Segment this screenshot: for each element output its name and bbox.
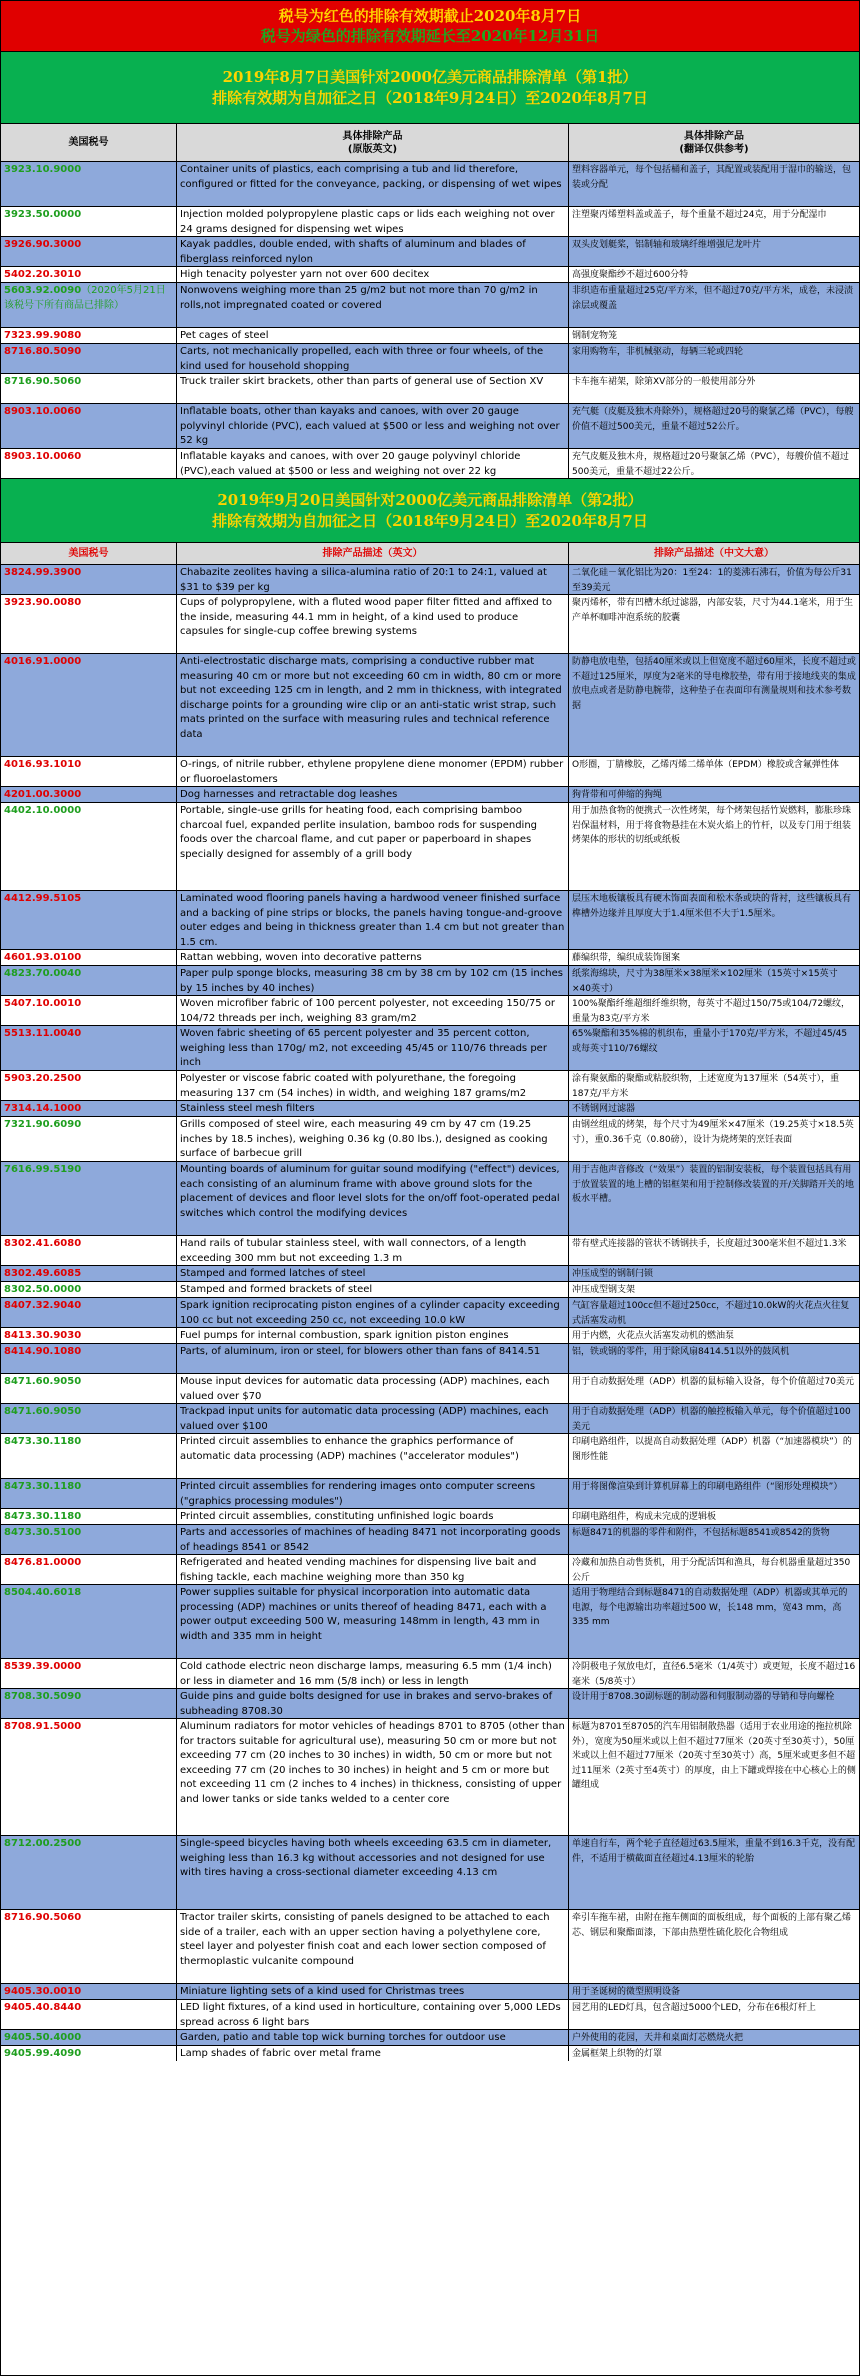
hs-code-text: 8708.30.5090 (4, 1691, 82, 1702)
hs-code-text: 8712.00.2500 (4, 1838, 82, 1849)
hs-code (1, 2046, 177, 2061)
description-cn: 园艺用的LED灯具，包含超过5000个LED，分布在6根灯杆上 (572, 2003, 816, 2013)
hs-code-text: 7314.14.1000 (4, 1103, 82, 1114)
section1-title-line1: 2019年8月7日美国针对2000亿美元商品排除清单（第1批） (222, 67, 638, 86)
hs-code-text: 3923.50.0000 (4, 209, 82, 220)
description-cn: 65%聚酯和35%棉的机织布，重量小于170克/平方米，不超过45/45或每英寸110/76螺纹 (572, 1029, 848, 1054)
hs-code (1, 1555, 177, 1584)
table-row (1, 1433, 859, 1478)
description-en: Miniature lighting sets of a kind used for Christmas trees (177, 1984, 569, 1999)
hs-code-text: 4201.00.3000 (4, 789, 82, 800)
table-row (1, 965, 859, 995)
table-row (1, 1909, 859, 1983)
description-en: High tenacity polyester yarn not over 600 decitex (177, 267, 569, 282)
section1-col-code: 美国税号 (1, 124, 177, 161)
table-row (1, 756, 859, 786)
hs-code-text: 4016.91.0000 (4, 656, 82, 667)
description-cn: 带有壁式连接器的管状不锈钢扶手，长度超过300毫米但不超过1.3米 (572, 1239, 847, 1249)
hs-code-text: 8903.10.0060 (4, 406, 82, 417)
banner (1, 1, 859, 51)
hs-code (1, 404, 177, 448)
table-row (1, 786, 859, 802)
hs-code (1, 1071, 177, 1100)
description-en: Polyester or viscose fabric coated with polyurethane, the foregoing measuring 137 cm (54 inches) in width, and weighing 187 grams/m2 (177, 1071, 569, 1100)
hs-code (1, 787, 177, 802)
table-row (1, 1403, 859, 1433)
description-en: Printed circuit assemblies for rendering images onto computer screens ("graphics processing modules") (177, 1479, 569, 1508)
table-row (1, 236, 859, 266)
hs-code (1, 283, 177, 327)
description-cn: 防静电放电垫，包括40厘米或以上但宽度不超过60厘米，长度不超过或不超过125厘米，厚度为2毫米的导电橡胶垫，带有用于接地线夹的集成放电点或者是防静电腕带，这种垫子在表面印有测量规则和技术参考数据 (572, 657, 856, 711)
table-row (1, 448, 859, 478)
hs-code (1, 1344, 177, 1373)
table-row (1, 1265, 859, 1281)
table-row (1, 653, 859, 756)
hs-code (1, 374, 177, 403)
hs-code-text: 5603.92.0090 (4, 285, 82, 296)
description-cn: 冲压成型钢支架 (572, 1285, 636, 1295)
hs-code (1, 162, 177, 206)
table-row (1, 1688, 859, 1718)
description-cn: 印刷电路组件，以提高自动数据处理（ADP）机器（“加速器模块”）的图形性能 (572, 1437, 852, 1462)
description-cn: 适用于物理结合到标题8471的自动数据处理（ADP）机器或其单元的电源，每个电源输出功率超过500 W，长148 mm，宽43 mm，高335 mm (572, 1588, 848, 1628)
description-cn: 家用购物车，非机械驱动，每辆三轮或四轮 (572, 347, 744, 357)
description-en: Laminated wood flooring panels having a hardwood veneer finished surface and a backing of pine strips or blocks, the panels having tongue-and-groove outer edges and being in thickness greater than 1.4 cm but not greater than 1.5 cm. (177, 891, 569, 949)
description-en: Truck trailer skirt brackets, other than parts of general use of Section XV (177, 374, 569, 403)
description-en: Stamped and formed brackets of steel (177, 1282, 569, 1297)
hs-code (1, 237, 177, 266)
section2-table (1, 564, 859, 2061)
hs-code (1, 207, 177, 236)
description-en: Anti-electrostatic discharge mats, comprising a conductive rubber mat measuring 40 cm or more but not exceeding 60 cm in width, 80 cm or more but not exceeding 125 cm in length, and 2 mm in thickness, with integrated discharge points for a grounding wire clip or an anti-static wrist strap, such mats printed on the surface with measuring rules and technical reference data (177, 654, 569, 756)
hs-code-text: 5513.11.0040 (4, 1028, 82, 1039)
hs-code (1, 891, 177, 949)
hs-code (1, 1984, 177, 1999)
description-en: Carts, not mechanically propelled, each with three or four wheels, of the kind used for household shopping (177, 344, 569, 373)
table-row (1, 343, 859, 373)
table-row (1, 1025, 859, 1070)
description-en: Mounting boards of aluminum for guitar sound modifying ("effect") devices, each consisting of an aluminum frame with above ground slots for the placement of devices and floor level slots for the on/off foot-operated pedal switches which control the modifying devices (177, 1162, 569, 1235)
section2-title-line1: 2019年9月20日美国针对2000亿美元商品排除清单（第2批） (217, 490, 643, 509)
description-cn: 铝，铁或钢的零件，用于除风扇8414.51以外的鼓风机 (572, 1347, 790, 1357)
table-row (1, 1343, 859, 1373)
hs-code-text: 4402.10.0000 (4, 805, 82, 816)
table-row (1, 1584, 859, 1658)
table-row (1, 161, 859, 206)
hs-code (1, 1236, 177, 1265)
hs-code (1, 757, 177, 786)
hs-code (1, 565, 177, 594)
hs-code-text: 3824.99.3900 (4, 567, 82, 578)
description-en: Stainless steel mesh filters (177, 1101, 569, 1116)
hs-code-text: 9405.30.0010 (4, 1986, 82, 1997)
hs-code (1, 966, 177, 995)
description-cn: 冷藏和加热自动售货机，用于分配活饵和渔具，每台机器重量超过350公斤 (572, 1558, 851, 1583)
hs-code-text: 8476.81.0000 (4, 1557, 82, 1568)
hs-code-text: 8473.30.1180 (4, 1436, 82, 1447)
table-row (1, 1297, 859, 1327)
hs-code-text: 7616.99.5190 (4, 1164, 82, 1175)
description-cn: 100%聚酯纤维超细纤维织物，每英寸不超过150/75或104/72螺纹，重量为83克/平方米 (572, 999, 851, 1024)
description-cn: 涂有聚氨酯的聚酯或粘胶织物，上述宽度为137厘米（54英寸），重187克/平方米 (572, 1074, 840, 1099)
description-en: Paper pulp sponge blocks, measuring 38 cm by 38 cm by 102 cm (15 inches by 15 inches by 40 inches) (177, 966, 569, 995)
description-en: Stamped and formed latches of steel (177, 1266, 569, 1281)
table-row (1, 1554, 859, 1584)
description-en: Printed circuit assemblies to enhance the graphics performance of automatic data processing (ADP) machines ("accelerator modules") (177, 1434, 569, 1478)
description-cn: 单速自行车，两个轮子直径超过63.5厘米，重量不到16.3千克，没有配件，不适用于横截面直径超过4.13厘米的轮胎 (572, 1839, 856, 1864)
hs-code (1, 449, 177, 478)
table-row (1, 282, 859, 327)
section2-title-line2: 排除有效期为自加征之日（2018年9月24日）至2020年8月7日 (212, 511, 648, 530)
description-en: Injection molded polypropylene plastic caps or lids each weighing not over 24 grams designed for dispensing wet wipes (177, 207, 569, 236)
section1-title-line2: 排除有效期为自加征之日（2018年9月24日）至2020年8月7日 (212, 88, 648, 107)
hs-code-text: 8708.91.5000 (4, 1721, 82, 1732)
hs-code-text: 5402.20.3010 (4, 269, 82, 280)
hs-code-text: 8414.90.1080 (4, 1346, 82, 1357)
hs-code-text: 8716.80.5090 (4, 346, 82, 357)
description-cn: 高强度聚酯纱不超过600分特 (572, 270, 689, 280)
hs-code (1, 1689, 177, 1718)
hs-code-text: 8473.30.1180 (4, 1481, 82, 1492)
hs-code-text: 8413.30.9030 (4, 1330, 82, 1341)
description-cn: 户外使用的花园，天井和桌面灯芯燃烧火把 (572, 2033, 744, 2043)
hs-code (1, 1374, 177, 1403)
description-en: Cold cathode electric neon discharge lamps, measuring 6.5 mm (1/4 inch) or less in diameter and 16 mm (5/8 inch) or less in length (177, 1659, 569, 1688)
description-en: Parts, of aluminum, iron or steel, for blowers other than fans of 8414.51 (177, 1344, 569, 1373)
hs-code-text: 8302.50.0000 (4, 1284, 82, 1295)
hs-code (1, 1162, 177, 1235)
description-cn: 用于将图像渲染到计算机屏幕上的印刷电路组件（“图形处理模块”） (572, 1482, 843, 1492)
hs-code (1, 1836, 177, 1909)
description-en: Hand rails of tubular stainless steel, with wall connectors, of a length exceeding 300 mm but not exceeding 1.3 m (177, 1236, 569, 1265)
description-en: Cups of polypropylene, with a fluted wood paper filter fitted and affixed to the inside, measuring 44.1 mm in height, of a kind used to produce capsules for single-cup coffee brewing systems (177, 595, 569, 653)
description-en: Garden, patio and table top wick burning torches for outdoor use (177, 2030, 569, 2045)
table-row (1, 1524, 859, 1554)
description-cn: 用于自动数据处理（ADP）机器的触控板输入单元，每个价值超过100美元 (572, 1407, 851, 1432)
section2-title (1, 478, 859, 542)
table-row (1, 1161, 859, 1235)
section2-col-cn: 排除产品描述（中文大意） (654, 548, 774, 559)
table-row (1, 266, 859, 282)
description-cn: 用于自动数据处理（ADP）机器的鼠标输入设备，每个价值超过70美元 (572, 1377, 854, 1387)
hs-code-text: 7323.99.9080 (4, 330, 82, 341)
hs-code (1, 1026, 177, 1070)
description-cn: 双头皮划艇桨，铝制轴和玻璃纤维增强尼龙叶片 (572, 240, 762, 250)
section2-column-header (1, 542, 859, 564)
description-en: Nonwovens weighing more than 25 g/m2 but not more than 70 g/m2 in rolls,not impregnated coated or covered (177, 283, 569, 327)
table-row (1, 373, 859, 403)
description-en: O-rings, of nitrile rubber, ethylene propylene diene monomer (EPDM) rubber or fluoroelastomers (177, 757, 569, 786)
table-row (1, 1100, 859, 1116)
description-en: Aluminum radiators for motor vehicles of headings 8701 to 8705 (other than for tractors suitable for agricultural use), measuring 50 cm or more but not exceeding 77 cm (20 inches to 30 inches) in width, 50 cm or more but not exceeding 77 cm (20 inches to 30 inches) in height and 5 cm or more but not exceeding 11 cm (2 inches to 4 inches) in thickness, consisting of upper and lower tanks or side tanks welded to a center core (177, 1719, 569, 1835)
table-row (1, 802, 859, 890)
description-cn: 层压木地板镶板具有硬木饰面表面和松木条或块的背衬，这些镶板具有榫槽外边缘并且厚度大于1.4厘米但不大于1.5厘米。 (572, 894, 852, 919)
description-cn: 二氧化硅－氧化铝比为20：1至24：1的菱沸石沸石，价值为每公斤31至39美元 (572, 568, 852, 593)
description-en: Refrigerated and heated vending machines for dispensing live bait and fishing tackle, each machine weighing more than 350 kg (177, 1555, 569, 1584)
hs-code-text: 8302.41.6080 (4, 1238, 82, 1249)
hs-code (1, 1509, 177, 1524)
section2-col-en: 排除产品描述（英文） (177, 543, 569, 564)
hs-code (1, 328, 177, 343)
description-en: Woven microfiber fabric of 100 percent polyester, not exceeding 150/75 or 104/72 threads per inch, weighing 83 gram/m2 (177, 996, 569, 1025)
hs-code (1, 1479, 177, 1508)
hs-code-text: 8471.60.9050 (4, 1376, 82, 1387)
description-en: Woven fabric sheeting of 65 percent polyester and 35 percent cotton, weighing less than 170g/ m2, not exceeding 45/45 or 110/76 threads per inch (177, 1026, 569, 1070)
description-cn: 充气皮艇及独木舟，规格超过20号聚氯乙烯（PVC），每艘价值不超过500美元，重量不超过22公斤。 (572, 452, 849, 477)
description-en: Portable, single-use grills for heating food, each comprising bamboo charcoal fuel, expanded perlite insulation, bamboo rods for suspending foods over the charcoal flame, and cut paper or paperboard in shapes specially designed for assembly of a grill body (177, 803, 569, 890)
hs-code (1, 1282, 177, 1297)
hs-code-text: 9405.99.4090 (4, 2048, 82, 2059)
description-cn: 冲压成型的钢制闩锁 (572, 1269, 654, 1279)
hs-code-text: 7321.90.6090 (4, 1119, 82, 1130)
hs-code-text: 8903.10.0060 (4, 451, 82, 462)
hs-code-text: 4601.93.0100 (4, 952, 82, 963)
hs-code-text: 5903.20.2500 (4, 1073, 82, 1084)
hs-code (1, 344, 177, 373)
section1-col-en: 具体排除产品 (原版英文) (177, 124, 569, 161)
description-cn: 充气艇（皮艇及独木舟除外），规格超过20号的聚氯乙烯（PVC），每艘价值不超过500美元，重量不超过52公斤。 (572, 407, 854, 432)
description-cn: 聚丙烯杯，带有凹槽木纸过滤器，内部安装，尺寸为44.1毫米，用于生产单杯咖啡冲泡系统的胶囊 (572, 598, 854, 623)
description-cn: 印刷电路组件，构成未完成的逻辑板 (572, 1512, 717, 1522)
hs-code-text: 8539.39.0000 (4, 1661, 82, 1672)
description-en: Chabazite zeolites having a silica-alumina ratio of 20:1 to 24:1, valued at $31 to $39 per kg (177, 565, 569, 594)
table-row (1, 327, 859, 343)
description-en: Pet cages of steel (177, 328, 569, 343)
description-en: Grills composed of steel wire, each measuring 49 cm by 47 cm (19.25 inches by 18.5 inches), weighing 0.36 kg (0.80 lbs.), designed as cooking surface of barbecue grill (177, 1117, 569, 1161)
description-en: Single-speed bicycles having both wheels exceeding 63.5 cm in diameter, weighing less than 16.3 kg without accessories and not designed for use with tires having a cross-sectional diameter exceeding 4.13 cm (177, 1836, 569, 1909)
hs-code-text: 9405.40.8440 (4, 2002, 82, 2013)
description-cn: 金属框架上织物的灯罩 (572, 2049, 663, 2059)
hs-code (1, 1117, 177, 1161)
table-row (1, 995, 859, 1025)
description-cn: 纸浆海绵块，尺寸为38厘米×38厘米×102厘米（15英寸×15英寸×40英寸） (572, 969, 838, 994)
hs-code (1, 1404, 177, 1433)
description-cn: 用于圣诞树的微型照明设备 (572, 1987, 681, 1997)
hs-code-note: （2020年5月21日该税号下所有商品已排除） (4, 285, 166, 311)
hs-code (1, 1266, 177, 1281)
hs-code-text: 8473.30.1180 (4, 1511, 82, 1522)
description-cn: 狗背带和可伸缩的狗绳 (572, 790, 663, 800)
hs-code-text: 4823.70.0040 (4, 968, 82, 979)
description-cn: O形圈，丁腈橡胶，乙烯丙烯二烯单体（EPDM）橡胶或含氟弹性体 (572, 760, 839, 770)
table-row (1, 890, 859, 949)
description-cn: 卡车拖车裙架，除第XV部分的一般使用部分外 (572, 377, 756, 387)
description-cn: 钢制宠物笼 (572, 331, 618, 341)
table-row (1, 1999, 859, 2029)
description-cn: 用于吉他声音修改（“效果”）装置的铝制安装板，每个装置包括具有用于放置装置的地上槽的铝框架和用于控制修改装置的开/关脚踏开关的地板水平槽。 (572, 1165, 855, 1205)
hs-code (1, 1328, 177, 1343)
hs-code (1, 595, 177, 653)
description-cn: 标题为8701至8705的汽车用铝制散热器（适用于农业用途的拖拉机除外），宽度为50厘米或以上但不超过77厘米（20英寸至30英寸），50厘米或以上但不超过77厘米（20英寸至30英寸）高，5厘米或更多但不超过11厘米（2英寸至4英寸）的厚度，由上下罐或焊接在中心核心上的侧罐组成 (572, 1722, 856, 1791)
description-cn: 由钢丝组成的烤架，每个尺寸为49厘米×47厘米（19.25英寸×18.5英寸），重0.36千克（0.80磅），设计为烧烤架的烹饪表面 (572, 1120, 854, 1145)
description-en: Spark ignition reciprocating piston engines of a cylinder capacity exceeding 100 cc but not exceeding 250 cc, not exceeding 10.0 kW (177, 1298, 569, 1327)
description-cn: 牵引车拖车裙，由附在拖车侧面的面板组成，每个面板的上部有聚乙烯芯、钢层和聚酯面漆，下部由热塑性硫化胶化合物组成 (572, 1913, 852, 1938)
hs-code (1, 1434, 177, 1478)
description-cn: 不锈钢网过滤器 (572, 1104, 636, 1114)
table-row (1, 1718, 859, 1835)
table-row (1, 206, 859, 236)
hs-code (1, 1525, 177, 1554)
hs-code-text: 8471.60.9050 (4, 1406, 82, 1417)
hs-code (1, 1910, 177, 1983)
hs-code-text: 8716.90.5060 (4, 1912, 82, 1923)
hs-code-text: 3923.10.9000 (4, 164, 82, 175)
hs-code-text: 9405.50.4000 (4, 2032, 82, 2043)
hs-code (1, 1101, 177, 1116)
table-row (1, 1508, 859, 1524)
description-en: Rattan webbing, woven into decorative patterns (177, 950, 569, 965)
table-row (1, 949, 859, 965)
description-en: Tractor trailer skirts, consisting of panels designed to be attached to each side of a trailer, each with an upper section having a polyethylene core, steel layer and polyester finish coat and each lower section composed of thermoplastic vulcanite compound (177, 1910, 569, 1983)
table-row (1, 1235, 859, 1265)
table-row (1, 564, 859, 594)
section1-col-cn: 具体排除产品 (翻译仅供参考) (679, 130, 749, 155)
description-cn: 非织造布重量超过25克/平方米，但不超过70克/平方米，成卷，未浸渍涂层或覆盖 (572, 286, 853, 311)
section2-col-code: 美国税号 (1, 543, 177, 564)
hs-code-text: 3923.90.0080 (4, 597, 82, 608)
description-cn: 用于加热食物的便携式一次性烤架，每个烤架包括竹炭燃料，膨胀珍珠岩保温材料，用于将食物悬挂在木炭火焰上的竹杆，以及专门用于组装烤架体的形状的切纸或纸板 (572, 806, 852, 846)
hs-code (1, 803, 177, 890)
description-en: Inflatable boats, other than kayaks and canoes, with over 20 gauge polyvinyl chloride (PVC), each valued at $500 or less and weighing not over 52 kg (177, 404, 569, 448)
description-cn: 注塑聚丙烯塑料盖或盖子，每个重量不超过24克，用于分配湿巾 (572, 210, 827, 220)
description-en: Fuel pumps for internal combustion, spark ignition piston engines (177, 1328, 569, 1343)
table-row (1, 1070, 859, 1100)
description-en: Power supplies suitable for physical incorporation into automatic data processing (ADP) machines or units thereof of heading 8471, each with a power output exceeding 500 W, measuring 148mm in length, 43 mm in width and 335 mm in height (177, 1585, 569, 1658)
section1-column-header (1, 123, 859, 161)
description-en: Guide pins and guide bolts designed for use in brakes and servo-brakes of subheading 8708.30 (177, 1689, 569, 1718)
hs-code-text: 5407.10.0010 (4, 998, 82, 1009)
description-en: Trackpad input units for automatic data processing (ADP) machines, each valued over $100 (177, 1404, 569, 1433)
hs-code-text: 3926.90.3000 (4, 239, 82, 250)
hs-code (1, 1719, 177, 1835)
table-row (1, 1373, 859, 1403)
description-cn: 设计用于8708.30副标题的制动器和伺服制动器的导销和导向螺栓 (572, 1692, 835, 1702)
description-en: Lamp shades of fabric over metal frame (177, 2046, 569, 2061)
description-en: Dog harnesses and retractable dog leashes (177, 787, 569, 802)
hs-code (1, 996, 177, 1025)
table-row (1, 1478, 859, 1508)
description-cn: 塑料容器单元，每个包括桶和盖子，其配置或装配用于湿巾的输送，包装或分配 (572, 165, 852, 190)
description-en: Parts and accessories of machines of heading 8471 not incorporating goods of headings 8541 or 8542 (177, 1525, 569, 1554)
description-cn: 气缸容量超过100cc但不超过250cc，不超过10.0kW的火花点火往复式活塞发动机 (572, 1301, 850, 1326)
hs-code (1, 267, 177, 282)
table-row (1, 1983, 859, 1999)
description-en: Mouse input devices for automatic data processing (ADP) machines, each valued over $70 (177, 1374, 569, 1403)
description-en: Inflatable kayaks and canoes, with over 20 gauge polyvinyl chloride (PVC),each valued at $500 or less and weighing not over 22 kg (177, 449, 569, 478)
table-row (1, 1658, 859, 1688)
description-cn: 藤编织带，编织成装饰图案 (572, 953, 681, 963)
hs-code (1, 1659, 177, 1688)
section1-title (1, 51, 859, 123)
hs-code-text: 8716.90.5060 (4, 376, 82, 387)
table-row (1, 1835, 859, 1909)
hs-code-text: 8504.40.6018 (4, 1587, 82, 1598)
banner-line-green: 税号为绿色的排除有效期延长至2020年12月31日 (260, 27, 600, 45)
hs-code-text: 8473.30.5100 (4, 1527, 82, 1538)
hs-code-text: 8407.32.9040 (4, 1300, 82, 1311)
hs-code (1, 2030, 177, 2045)
hs-code-text: 4016.93.1010 (4, 759, 82, 770)
hs-code-text: 8302.49.6085 (4, 1268, 82, 1279)
hs-code-text: 4412.99.5105 (4, 893, 82, 904)
table-row (1, 1281, 859, 1297)
hs-code (1, 2000, 177, 2029)
description-cn: 标题8471的机器的零件和附件，不包括标题8541或8542的货物 (572, 1528, 830, 1538)
description-cn: 冷阴极电子氖放电灯，直径6.5毫米（1/4英寸）或更短，长度不超过16毫米（5/8英寸） (572, 1662, 856, 1687)
hs-code (1, 654, 177, 756)
table-row (1, 403, 859, 448)
hs-code (1, 1298, 177, 1327)
description-en: Printed circuit assemblies, constituting unfinished logic boards (177, 1509, 569, 1524)
description-cn: 用于内燃，火花点火活塞发动机的燃油泵 (572, 1331, 735, 1341)
table-row (1, 594, 859, 653)
table-row (1, 2029, 859, 2045)
hs-code (1, 950, 177, 965)
table-row (1, 1116, 859, 1161)
table-row (1, 2045, 859, 2061)
description-en: LED light fixtures, of a kind used in horticulture, containing over 5,000 LEDs spread across 6 light bars (177, 2000, 569, 2029)
description-en: Container units of plastics, each comprising a tub and lid therefore, configured or fitted for the conveyance, packing, or dispensing of wet wipes (177, 162, 569, 206)
banner-line-red: 税号为红色的排除有效期截止2020年8月7日 (278, 7, 582, 25)
table-row (1, 1327, 859, 1343)
description-en: Kayak paddles, double ended, with shafts of aluminum and blades of fiberglass reinforced nylon (177, 237, 569, 266)
section1-table (1, 161, 859, 478)
hs-code (1, 1585, 177, 1658)
